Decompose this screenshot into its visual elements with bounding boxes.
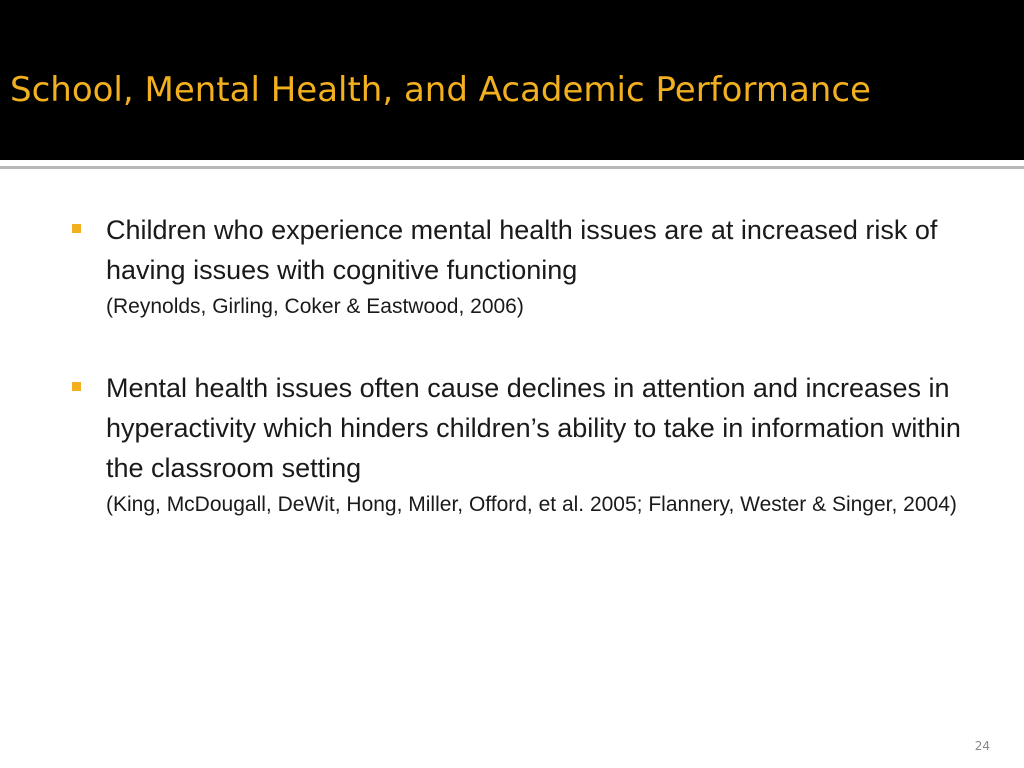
bullet-citation: (Reynolds, Girling, Coker & Eastwood, 2006) bbox=[106, 295, 524, 318]
bullet-item bbox=[106, 210, 976, 323]
bullet-statement: Children who experience mental health issues are at increased risk of having issues with cognitive functioning bbox=[106, 215, 938, 285]
bullet-text bbox=[106, 368, 976, 521]
bullet-statement: Mental health issues often cause declines in attention and increases in hyperactivity which hinders children’s ability to take in information within the classroom setting bbox=[106, 373, 961, 483]
square-bullet-icon bbox=[72, 224, 81, 233]
page-number: 24 bbox=[974, 739, 990, 753]
square-bullet-icon bbox=[72, 382, 81, 391]
slide-title: School, Mental Health, and Academic Performance bbox=[10, 70, 871, 110]
bullet-text bbox=[106, 210, 976, 323]
bullet-item bbox=[106, 368, 976, 521]
bullet-citation: (King, McDougall, DeWit, Hong, Miller, Offord, et al. 2005; Flannery, Wester & Singer, 2004) bbox=[106, 493, 957, 516]
title-bar bbox=[0, 0, 1024, 160]
title-separator-line bbox=[0, 166, 1024, 169]
